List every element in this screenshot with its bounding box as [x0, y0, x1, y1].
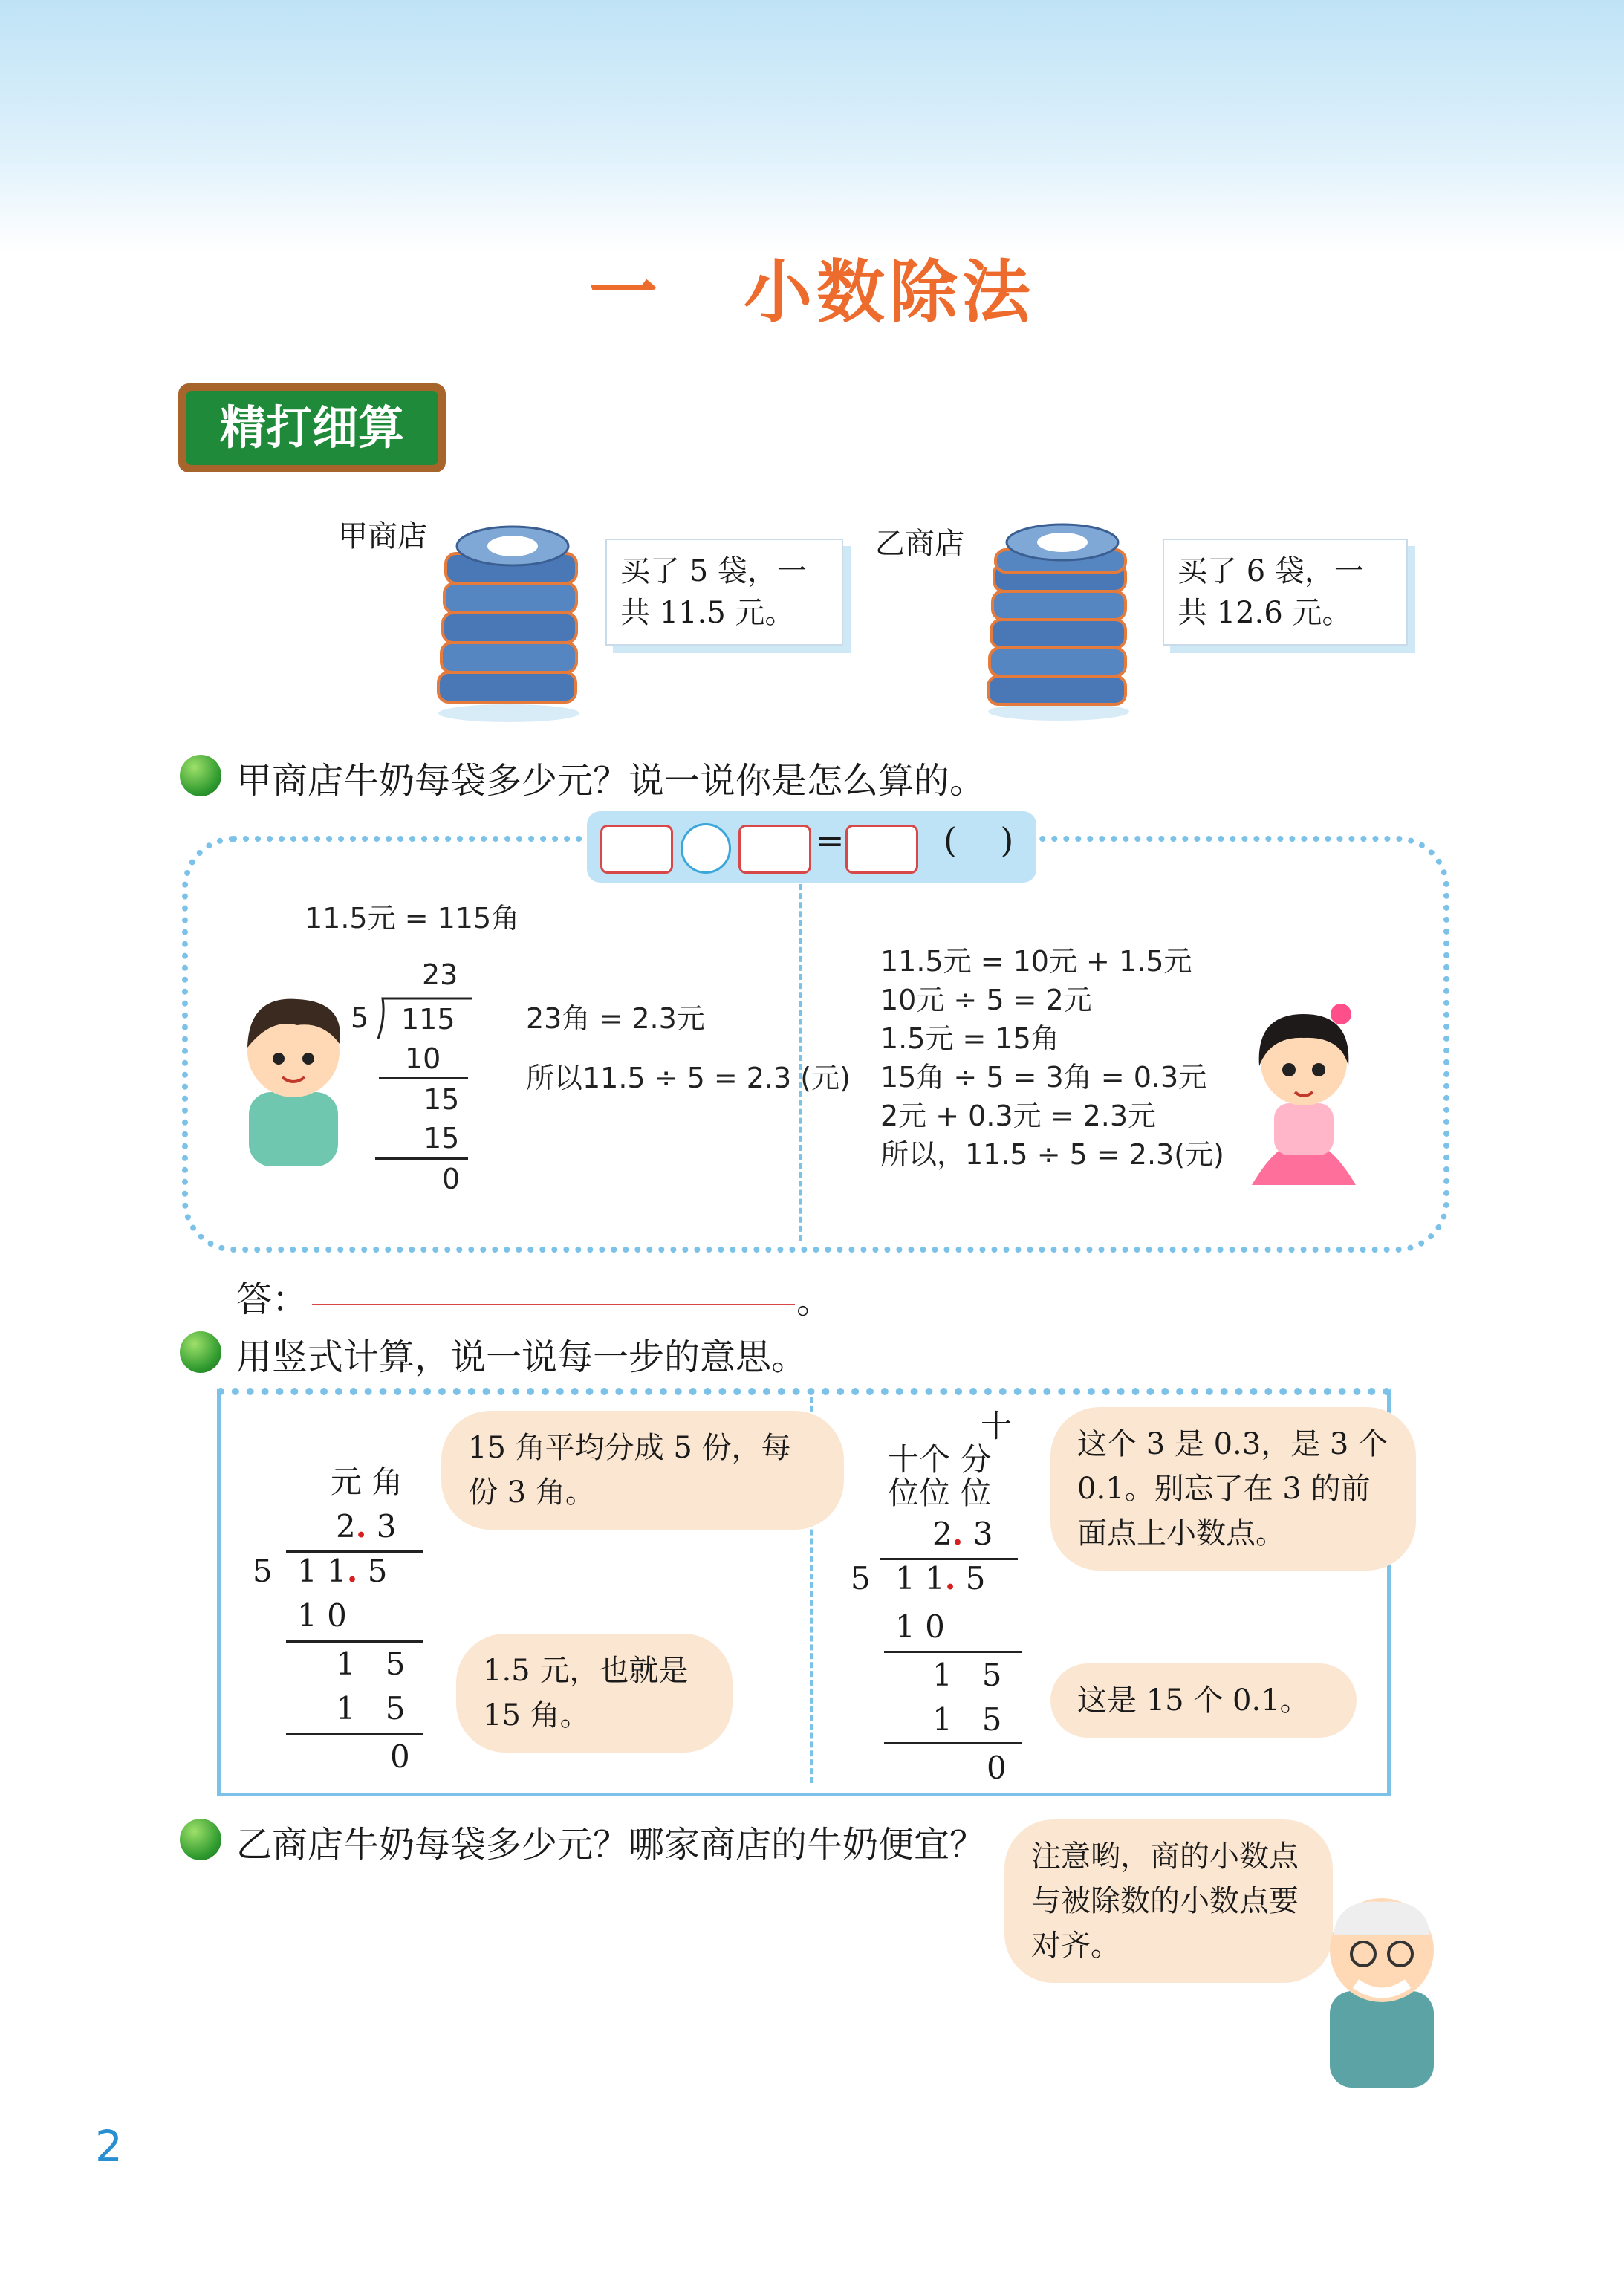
shop-b-note — [1163, 539, 1408, 646]
right-calc-divisor: 5 — [851, 1560, 871, 1597]
left-calc-dividend — [297, 1549, 388, 1594]
boy-div-dividend: 115 — [401, 1003, 455, 1036]
right-calc-step1: 1 0 — [895, 1608, 945, 1645]
decimal-point: . — [346, 1553, 358, 1589]
girl-work-line: 1.5元 = 15角 — [880, 1022, 1059, 1055]
left-calc-step3: 1 5 — [336, 1690, 406, 1727]
header-sky-band — [0, 0, 1624, 253]
chapter-number: 一 — [588, 253, 662, 332]
boy-work-note1: 23角 = 2.3元 — [526, 1002, 705, 1035]
left-calc-dividend-a: 1 1 — [297, 1553, 347, 1589]
right-calc-step3: 1 5 — [932, 1701, 1002, 1738]
shop-a-note-line2: 共 11.5 元。 — [620, 596, 795, 630]
left-calc-step2: 1 5 — [336, 1646, 406, 1682]
right-calc-quotient-a: 2 — [932, 1516, 952, 1552]
left-calc-bubble1: 15 角平均分成 5 份，每份 3 角。 — [446, 1415, 839, 1525]
left-calc-quotient — [336, 1504, 396, 1549]
girl-illustration — [1230, 992, 1378, 1192]
question-2: 用竖式计算，说一说每一步的意思。 — [236, 1337, 808, 1378]
boy-div-quotient: 23 — [422, 958, 458, 991]
answer-label: 答： — [236, 1279, 308, 1320]
right-calc-header-row2: 位位 位 — [888, 1475, 992, 1511]
section-badge-label: 精打细算 — [186, 391, 438, 465]
left-calc-step4: 0 — [390, 1738, 410, 1775]
formula-unit: ( ) — [943, 820, 1014, 860]
left-calc-quotient-a: 2 — [336, 1508, 356, 1545]
teacher-illustration — [1293, 1872, 1464, 2095]
formula-equals: = — [816, 820, 845, 860]
girl-work-line: 15角 ÷ 5 = 3角 = 0.3元 — [880, 1061, 1207, 1094]
decimal-point: . — [952, 1516, 964, 1552]
shop-a-note-line1: 买了 5 袋，一 — [620, 554, 807, 588]
girl-work-line: 所以，11.5 ÷ 5 = 2.3(元) — [880, 1138, 1224, 1171]
girl-work-line: 10元 ÷ 5 = 2元 — [880, 984, 1092, 1016]
question-bullet-icon — [180, 755, 221, 796]
shop-b-name: 乙商店 — [875, 527, 964, 561]
girl-work-line: 2元 + 0.3元 = 2.3元 — [880, 1100, 1157, 1132]
girl-work — [880, 942, 1224, 1174]
right-calc-step4: 0 — [987, 1750, 1007, 1786]
teacher-bubble: 注意哟，商的小数点与被除数的小数点要对齐。 — [1009, 1824, 1328, 1978]
left-calc-bubble2: 1.5 元，也就是 15 角。 — [461, 1638, 728, 1748]
shop-b-note-line1: 买了 6 袋，一 — [1178, 554, 1364, 588]
boy-div-rule1 — [379, 1077, 468, 1079]
right-calc-step2: 1 5 — [932, 1657, 1002, 1693]
right-calc-dividend-b: 5 — [965, 1560, 986, 1597]
shop-b-note-line2: 共 12.6 元。 — [1178, 596, 1352, 630]
answer-end: 。 — [796, 1280, 833, 1322]
boy-div-divisor: 5 — [351, 1001, 369, 1034]
right-calc-dividend — [895, 1556, 986, 1601]
boy-div-step1: 10 — [405, 1042, 441, 1075]
left-calc-header: 元 角 — [331, 1464, 403, 1500]
chapter-name: 小数除法 — [744, 253, 1036, 332]
right-calc-rule2 — [884, 1742, 1022, 1744]
formula-blank-dividend[interactable] — [600, 825, 673, 874]
boy-div-step2: 15 — [423, 1083, 460, 1116]
shop-a-name: 甲商店 — [338, 519, 427, 553]
left-calc-quotient-b: 3 — [376, 1508, 397, 1545]
boy-div-step4: 0 — [442, 1163, 461, 1195]
milk-bags-illustration-b — [981, 520, 1137, 721]
boy-work-line0: 11.5元 = 115角 — [305, 902, 520, 935]
right-calc-header-top: 十 — [981, 1408, 1013, 1444]
boy-div-rule2 — [375, 1157, 468, 1160]
boy-work-note2: 所以11.5 ÷ 5 = 2.3 (元) — [526, 1062, 851, 1094]
decimal-point: . — [944, 1560, 956, 1597]
question-3: 乙商店牛奶每袋多少元？哪家商店的牛奶便宜？ — [236, 1824, 986, 1865]
right-calc-bubble1: 这个 3 是 0.3，是 3 个 0.1。别忘了在 3 的前面点上小数点。 — [1055, 1412, 1412, 1566]
chapter-title — [0, 238, 1624, 336]
formula-blank-divisor[interactable] — [738, 825, 811, 874]
left-calc-step1: 1 0 — [297, 1597, 347, 1634]
decimal-point: . — [355, 1508, 367, 1545]
milk-bags-illustration-a — [431, 524, 587, 724]
page-number: 2 — [95, 2121, 123, 2172]
boy-div-step3: 15 — [423, 1122, 460, 1155]
question-bullet-icon — [180, 1819, 221, 1860]
formula-blank-operator[interactable] — [681, 823, 731, 874]
section-badge — [178, 383, 446, 472]
right-calc-quotient — [932, 1512, 993, 1556]
boy-illustration — [227, 981, 360, 1174]
left-calc-divisor: 5 — [253, 1553, 273, 1589]
formula-bar — [587, 811, 1036, 883]
right-calc-quotient-b: 3 — [972, 1516, 993, 1552]
shop-a-note — [605, 539, 843, 646]
right-calc-dividend-a: 1 1 — [895, 1560, 945, 1597]
question-bullet-icon — [180, 1331, 221, 1373]
left-calc-dividend-b: 5 — [367, 1553, 388, 1589]
right-calc-header-row1: 十个 分 — [888, 1441, 992, 1478]
right-calc-bubble2: 这是 15 个 0.1。 — [1055, 1668, 1352, 1733]
girl-work-line: 11.5元 = 10元 + 1.5元 — [880, 945, 1192, 978]
answer-blank[interactable] — [312, 1304, 795, 1305]
formula-blank-result[interactable] — [845, 825, 918, 874]
question-1: 甲商店牛奶每袋多少元？说一说你是怎么算的。 — [236, 760, 986, 802]
